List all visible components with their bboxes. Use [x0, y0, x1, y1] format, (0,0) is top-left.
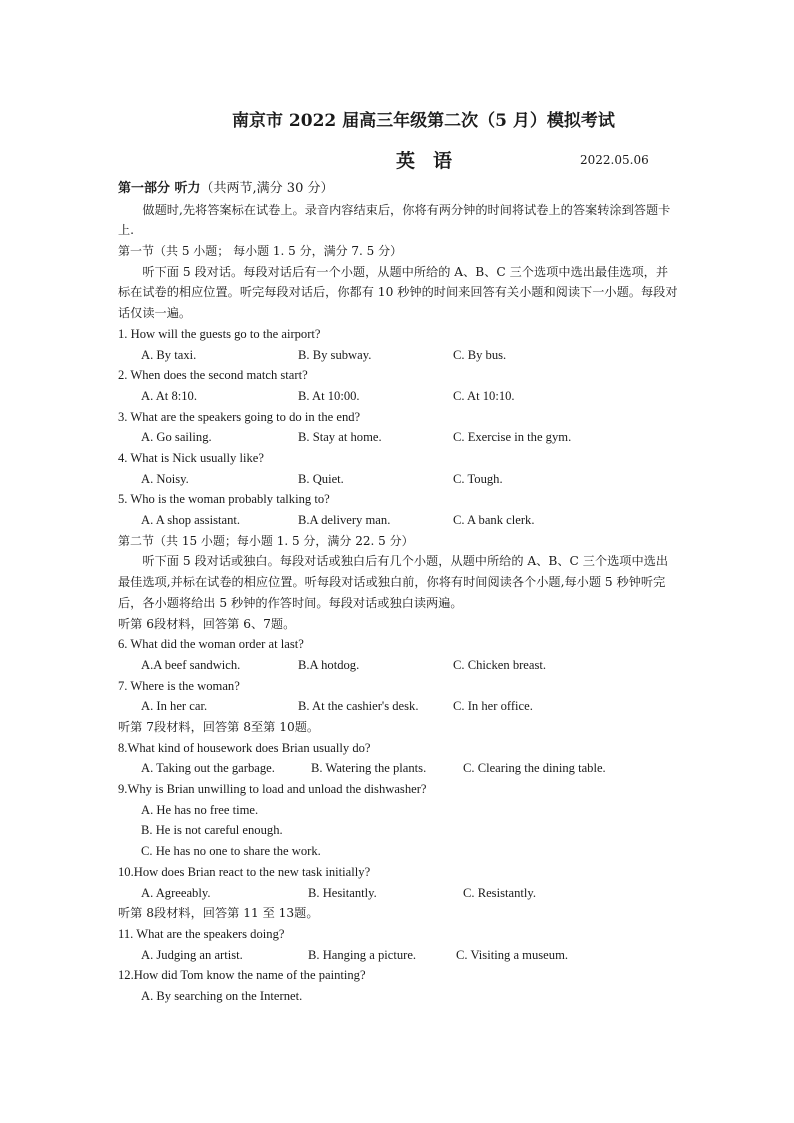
question-5-options: [118, 510, 678, 531]
option-b: B.A delivery man.: [298, 513, 391, 528]
question-3-options: [118, 427, 678, 448]
option-a: A. He has no free time.: [141, 802, 259, 817]
question-2-options: [118, 386, 678, 407]
question-11-options: [118, 945, 678, 966]
option-b: B. Watering the plants.: [311, 761, 427, 776]
question-1-options: [118, 345, 678, 366]
option-b: B. Hanging a picture.: [308, 947, 417, 962]
option-a: A. By taxi.: [141, 347, 197, 362]
option-c: C. Clearing the dining table.: [463, 761, 606, 776]
option-a: A. In her car.: [141, 699, 208, 714]
question-1: 1. How will the guests go to the airport?: [118, 326, 321, 341]
question-6-options: [118, 655, 678, 676]
question-11: 11. What are the speakers doing?: [118, 926, 285, 941]
option-c: C. Resistantly.: [463, 885, 536, 900]
section2-instruction: 听下面 5 段对话或独白。每段对话或独白后有几个小题，从题中所给的 A、B、C 三个选项中选出最佳选项,并标在试卷的相应位置。听每段对话或独白前，你将有时间阅读各个小题,每小题 5 秒钟听完后，各小题将给出 5 秒钟的作答时间。每段对话或独白读两遍。: [118, 554, 669, 610]
option-a: A. Judging an artist.: [141, 947, 243, 962]
section1-instruction: 听下面 5 段对话。每段对话后有一个小题，从题中所给的 A、B、C 三个选项中选出最佳选项，并标在试卷的相应位置。听完每段对话后，你都有 10 秒钟的时间来回答有关小题和阅读下一小题。每段对话仅读一遍。: [118, 264, 678, 321]
option-a: A. Noisy.: [141, 471, 189, 486]
option-b: B. Hesitantly.: [308, 885, 377, 900]
option-a: A. Go sailing.: [141, 430, 212, 445]
option-b: B. Stay at home.: [298, 430, 382, 445]
part1-instruction: 做题时,先将答案标在试卷上。录音内容结束后，你将有两分钟的时间将试卷上的答案转涂到答题卡上.: [118, 202, 671, 238]
option-a: A. At 8:10.: [141, 388, 197, 403]
option-c: C. Visiting a museum.: [456, 947, 569, 962]
option-c: C. By bus.: [453, 347, 507, 362]
question-10: 10.How does Brian react to the new task initially?: [118, 864, 371, 879]
option-b: B. He is not careful enough.: [141, 823, 283, 838]
question-8-options: [118, 758, 678, 779]
exam-title: 南京市 2022 届高三年级第二次（5 月）模拟考试: [232, 111, 615, 131]
material-8-note: 听第 8段材料，回答第 11 至 13题。: [118, 906, 319, 921]
option-a: A. A shop assistant.: [141, 513, 241, 528]
option-a: A.A beef sandwich.: [141, 657, 241, 672]
option-b: B. At the cashier's desk.: [298, 699, 419, 714]
option-a: A. By searching on the Internet.: [141, 988, 303, 1003]
option-c: C. He has no one to share the work.: [141, 844, 321, 859]
material-6-note: 听第 6段材料，回答第 6、7题。: [118, 616, 296, 631]
option-b: B. At 10:00.: [298, 388, 360, 403]
question-10-options: [118, 883, 678, 904]
option-a: A. Taking out the garbage.: [141, 761, 275, 776]
option-b: B. By subway.: [298, 347, 372, 362]
part1-heading-note: （共两节,满分 30 分）: [200, 181, 334, 196]
part1-heading: [118, 179, 678, 200]
question-7-options: [118, 696, 678, 717]
question-9: 9.Why is Brian unwilling to load and unload the dishwasher?: [118, 782, 427, 797]
option-b: B. Quiet.: [298, 471, 344, 486]
option-c: C. At 10:10.: [453, 388, 515, 403]
subject-title: 英语: [396, 150, 471, 172]
exam-date: 2022.05.06: [580, 153, 649, 167]
option-c: C. A bank clerk.: [453, 513, 535, 528]
question-2: 2. When does the second match start?: [118, 368, 308, 383]
option-c: C. Chicken breast.: [453, 657, 547, 672]
option-c: C. Exercise in the gym.: [453, 430, 572, 445]
question-4-options: [118, 469, 678, 490]
option-a: A. Agreeably.: [141, 885, 211, 900]
option-c: C. In her office.: [453, 699, 533, 714]
option-c: C. Tough.: [453, 471, 503, 486]
section2-heading: 第二节（共 15 小题；每小题 1. 5 分，满分 22. 5 分）: [118, 533, 414, 548]
question-6: 6. What did the woman order at last?: [118, 637, 304, 652]
part1-heading-label: 第一部分 听力: [118, 181, 201, 196]
option-b: B.A hotdog.: [298, 657, 360, 672]
question-8: 8.What kind of housework does Brian usually do?: [118, 740, 371, 755]
question-4: 4. What is Nick usually like?: [118, 451, 264, 466]
question-12: 12.How did Tom know the name of the painting?: [118, 968, 366, 983]
section1-heading: 第一节（共 5 小题； 每小题 1. 5 分，满分 7. 5 分）: [118, 244, 403, 259]
material-7-note: 听第 7段材料，回答第 8至第 10题。: [118, 720, 320, 734]
exam-content: [118, 179, 678, 1007]
question-3: 3. What are the speakers going to do in the end?: [118, 409, 361, 424]
question-5: 5. Who is the woman probably talking to?: [118, 492, 330, 507]
question-7: 7. Where is the woman?: [118, 678, 240, 693]
